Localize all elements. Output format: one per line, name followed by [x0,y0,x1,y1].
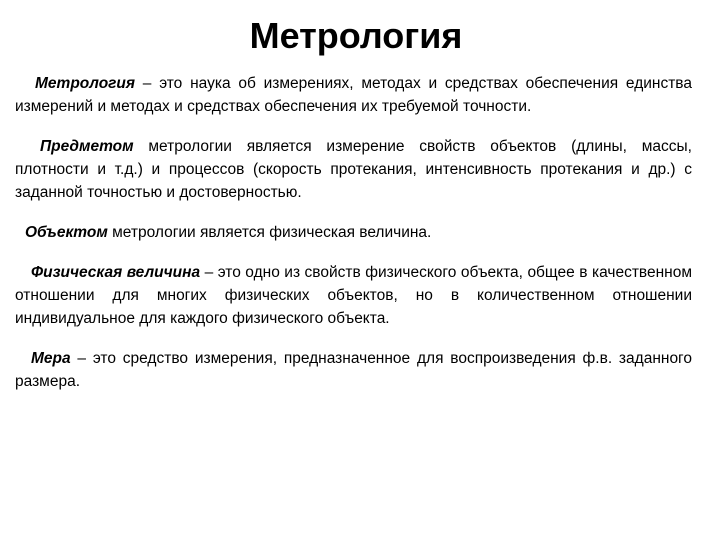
definition-text-subject: метрологии является измерение свойств объектов (длины, массы, плотности и т.д.) и процессов (скорость протекания, интенсивность протекания и др.) с заданной точностью и достоверностью. [15,138,692,201]
definition-text-metrology: – это наука об измерениях, методах и средствах обеспечения единства измерений и методах и средствах обеспечения их требуемой точности. [15,75,692,115]
definition-paragraph-physical-quantity [15,261,692,330]
term-subject: Предметом [40,138,134,155]
definition-paragraph-subject [15,135,692,204]
term-physical-quantity: Физическая величина [31,264,201,281]
slide-body [15,72,692,393]
definition-text-measure: – это средство измерения, предназначенное для воспроизведения ф.в. заданного размера. [15,350,692,390]
slide-title: Метрология [249,15,463,56]
definition-text-object: метрологии является физическая величина. [107,224,432,241]
definition-text-physical-quantity: – это одно из свойств физического объекта, общее в качественном отношении для многих физических объектов, но в количественном отношении индивидуальное для каждого физического объекта. [15,264,692,327]
term-metrology: Метрология [35,75,136,92]
term-object: Объектом [25,224,108,241]
definition-paragraph-measure [15,347,692,393]
term-measure: Мера [31,350,71,367]
definition-paragraph-metrology [15,72,692,118]
definition-paragraph-object [15,221,692,244]
